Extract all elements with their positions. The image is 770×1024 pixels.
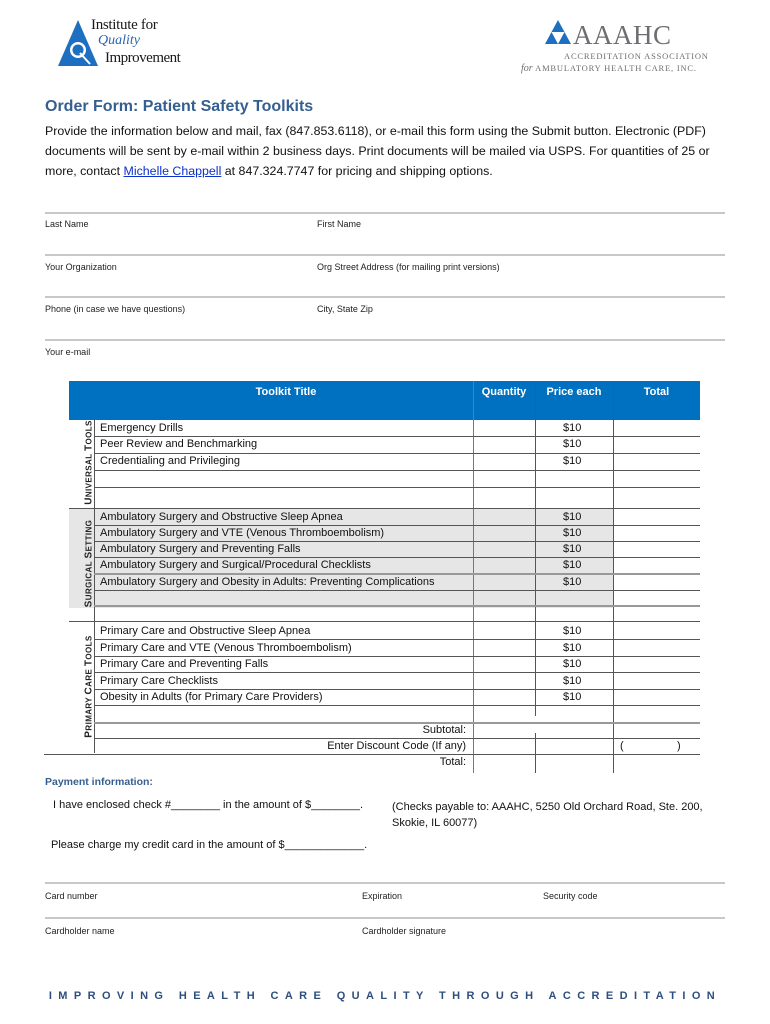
- grid-line: [69, 621, 700, 622]
- toolkit-order-table: [69, 381, 700, 773]
- first-name-field[interactable]: First Name: [317, 219, 362, 229]
- intro-text: Provide the information below and mail, fax (847.853.6118), or e-mail this form using the Submit button. Electronic (PDF) documents will be sent by e-mail within 2 business days. Print documents will be mailed via USPS. For quantities of 25 or more, contact Michelle Chappell at 847.324.7747 for pricing and shipping options.: [45, 124, 710, 178]
- logo-line-2: Quality: [98, 33, 140, 48]
- toolkit-row-title: Ambulatory Surgery and Surgical/Procedural Checklists: [100, 559, 371, 571]
- discount-close-paren: ): [677, 740, 681, 752]
- toolkit-row-price: $10: [563, 691, 582, 703]
- toolkit-row-price: $10: [563, 543, 582, 555]
- table-header: [69, 381, 700, 420]
- total-input[interactable]: [614, 421, 700, 436]
- organization-field[interactable]: Your Organization: [45, 262, 117, 272]
- toolkit-row-title: Primary Care and Obstructive Sleep Apnea: [100, 625, 311, 637]
- divider: [45, 296, 725, 298]
- grid-line: [94, 470, 700, 471]
- grid-line: [473, 381, 474, 773]
- aaahc-line-2: for AMBULATORY HEALTH CARE, INC.: [521, 63, 697, 74]
- grid-line: [94, 557, 700, 558]
- subtotal-label: Subtotal:: [422, 724, 466, 736]
- phone-field[interactable]: Phone (in case we have questions): [45, 304, 186, 314]
- divider: [45, 882, 725, 884]
- toolkit-row-title: Peer Review and Benchmarking: [100, 438, 258, 450]
- grid-line: [535, 381, 536, 716]
- logo-line-3: Improvement: [105, 50, 181, 66]
- grid-line: [94, 541, 700, 542]
- city-state-zip-field[interactable]: City, State Zip: [317, 304, 373, 314]
- cardholder-signature-field[interactable]: Cardholder signature: [362, 926, 447, 936]
- toolkit-row-title: Primary Care Checklists: [100, 675, 218, 687]
- check-payable-note: (Checks payable to: AAAHC, 5250 Old Orchard Road, Ste. 200, Skokie, IL 60077): [392, 801, 703, 829]
- divider: [45, 254, 725, 256]
- total-label: Total:: [439, 756, 466, 768]
- grand-total-input[interactable]: [614, 756, 700, 771]
- card-number-field[interactable]: Card number: [45, 891, 98, 901]
- grid-line: [94, 487, 700, 488]
- header-toolkit-title: Toolkit Title: [255, 386, 317, 398]
- header-price-each: Price each: [546, 386, 602, 398]
- grid-line: [94, 573, 700, 575]
- check-payment-line[interactable]: I have enclosed check #________ in the amount of $________.: [53, 799, 364, 811]
- toolkit-row-title: Ambulatory Surgery and Obstructive Sleep Apnea: [100, 511, 343, 523]
- email-field[interactable]: Your e-mail: [45, 347, 91, 357]
- toolkit-row-price: $10: [563, 625, 582, 637]
- toolkit-row-title: Ambulatory Surgery and Preventing Falls: [100, 543, 301, 555]
- divider: [45, 339, 725, 341]
- grid-line: [94, 689, 700, 690]
- grid-line: [44, 754, 700, 755]
- divider: [45, 917, 725, 919]
- divider: [45, 212, 725, 214]
- toolkit-row-title: Primary Care and Preventing Falls: [100, 658, 269, 670]
- discount-code-label: Enter Discount Code (If any): [327, 740, 466, 752]
- toolkit-row-title: Ambulatory Surgery and VTE (Venous Thromboembolism): [100, 527, 385, 539]
- group-label-universal-tools: UNIVERSAL TOOLS: [83, 420, 95, 505]
- grid-line: [94, 705, 700, 706]
- grid-line: [94, 590, 700, 591]
- discount-open-paren: (: [620, 740, 624, 752]
- toolkit-row-price: $10: [563, 527, 582, 539]
- expiration-field[interactable]: Expiration: [362, 891, 403, 901]
- toolkit-row-title: Ambulatory Surgery and Obesity in Adults: Preventing Complications: [100, 576, 435, 588]
- header-quantity: Quantity: [481, 386, 527, 398]
- grid-line: [94, 453, 700, 454]
- grid-line: [69, 508, 700, 509]
- aaahc-logo: [515, 14, 709, 76]
- toolkit-row-title: Obesity in Adults (for Primary Care Providers): [100, 691, 323, 703]
- toolkit-row-price: $10: [563, 675, 582, 687]
- security-code-field[interactable]: Security code: [543, 891, 598, 901]
- aaahc-wordmark: AAAHC: [573, 20, 672, 50]
- group-label-primary-care-tools: PRIMARY CARE TOOLS: [83, 635, 95, 738]
- toolkit-row-price: $10: [563, 422, 582, 434]
- payment-section-title: Payment information:: [45, 776, 153, 788]
- toolkit-row-title: Emergency Drills: [100, 422, 184, 434]
- grid-line: [94, 605, 700, 607]
- toolkit-row-price: $10: [563, 511, 582, 523]
- discount-code-input[interactable]: [474, 739, 612, 754]
- credit-card-amount-line[interactable]: Please charge my credit card in the amount of $_____________.: [51, 839, 368, 851]
- institute-for-quality-improvement-logo: [58, 14, 188, 70]
- toolkit-row-price: $10: [563, 576, 582, 588]
- page-title: Order Form: Patient Safety Toolkits: [45, 98, 314, 115]
- toolkit-row-price: $10: [563, 642, 582, 654]
- grid-line: [94, 656, 700, 657]
- contact-link[interactable]: Michelle Chappell: [123, 164, 222, 178]
- grid-line: [613, 381, 614, 773]
- toolkit-row-price: $10: [563, 658, 582, 670]
- grid-line: [94, 672, 700, 673]
- grid-line: [94, 436, 700, 437]
- subtotal-input[interactable]: [614, 723, 700, 738]
- toolkit-row-price: $10: [563, 438, 582, 450]
- street-address-field[interactable]: Org Street Address (for mailing print versions): [317, 262, 500, 272]
- group-label-surgical-setting: SURGICAL SETTING: [83, 519, 95, 608]
- quantity-input[interactable]: [474, 421, 534, 436]
- triforce-logo-icon: [545, 20, 571, 44]
- surgical-group-shade: [69, 508, 613, 608]
- header-total: Total: [643, 386, 670, 398]
- footer-tagline: IMPROVING HEALTH CARE QUALITY THROUGH ACCREDITATION: [48, 990, 722, 1002]
- logo-line-1: Institute for: [91, 17, 158, 33]
- grid-line: [94, 525, 700, 526]
- grid-line: [94, 639, 700, 640]
- toolkit-row-title: Credentialing and Privileging: [100, 455, 241, 467]
- cardholder-name-field[interactable]: Cardholder name: [45, 926, 115, 936]
- toolkit-row-price: $10: [563, 455, 582, 467]
- toolkit-row-price: $10: [563, 559, 582, 571]
- aaahc-line-1: ACCREDITATION ASSOCIATION: [564, 51, 709, 61]
- toolkit-row-title: Primary Care and VTE (Venous Thromboembolism): [100, 642, 352, 654]
- last-name-field[interactable]: Last Name: [45, 219, 89, 229]
